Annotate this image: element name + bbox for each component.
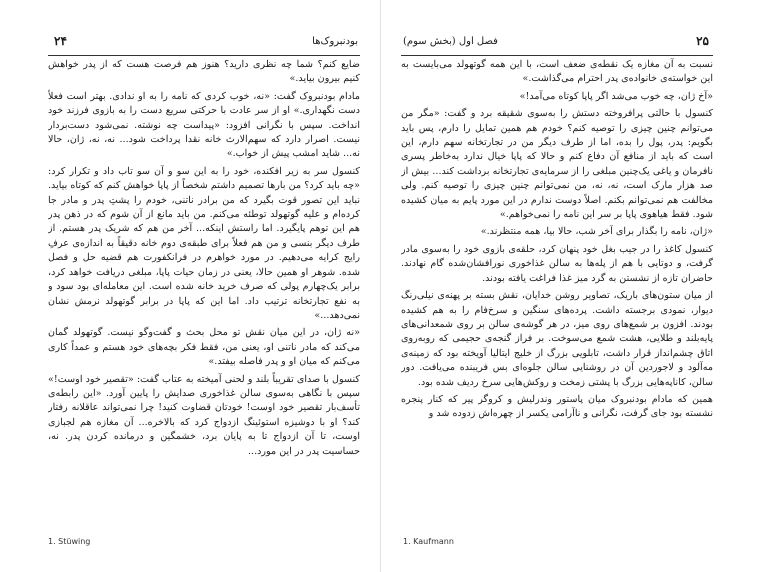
page-body (401, 58, 713, 502)
paragraph: «نه ژان، در این میان نقش تو محل بحث و گفت‌وگو نیست. گوتهولد گمان می‌کند که مادر ناتنی او، یعنی من، فقط فکر بچه‌های خود هستم و عمداً کاری می‌کنم که میان او و پدر فاصله بیفتد.» (48, 327, 360, 368)
page-header (403, 36, 709, 52)
page-number: ۲۵ (696, 34, 709, 48)
paragraph: از میان ستون‌های باریک، تصاویر روشن خدایان، نقش بسته بر پهنه‌ی نیلی‌رنگ دیوار، نمودی برجسته داشت. پرده‌های سنگین و سرخ‌فام را به هم کشیده بودند. افزون بر شمع‌های روی میز، در هر گوشه‌ی سالن بر روی شمعدانی‌های پایه‌بلند و طلایی، هشت شمع می‌سوخت. بر فراز گنجه‌ی حجیمی که روبه‌روی اتاق چشم‌انداز قرار داشت، تابلویی بزرگ از خلیج ایتالیا آویخته بود که زمینه‌ی مه‌آلود و لاجوردین آن در روشنایی سالن جلوه‌ای بس فریبنده می‌یافت. دور سالن، کاناپه‌هایی بزرگ با پشتی زمخت و روکش‌هایی سرخ ردیف شده بود. (401, 290, 713, 388)
page-body (48, 58, 360, 502)
paragraph: «ژان، نامه را بگذار برای آخر شب، حالا بیا، همه منتظرند.» (480, 226, 713, 238)
header-rule (48, 55, 360, 56)
paragraph: کنسول سر به زیر افکنده، خود را به این سو و آن سو تاب داد و تکرار کرد: «چه باید کرد؟ من بارها تصمیم داشتم شخصاً از پاپا خواهش کنم که کوتاه بیاید. نباید این تصور قوت بگیرد که من برادر ناتنی، خودم را پشتِ پدر و مادر جا کرده‌ام و علیه گوتهولد توطئه می‌کنم. من باید مانع از آن شوم که در ذهن پدر هم این توهم پایگیرد. اما راستش اینکه... آخر من هم که شریک پدر هستم. از طرف دیگر بنسی و من هم فعلاً برای طبقه‌ی دوم خانه دقیقاً به اندازه‌ی عرفِ رایج کرایه می‌دهیم. در مورد خواهرم در فرانکفورت هم قضیه حل و فصل شده. شوهر او همین حالا، یعنی در زمان حیات پاپا، مبلغی دریافت خواهد کرد، برابر یک‌چهارم پولی که صرف خرید خانه شده است. این معامله‌ای بود سود و به نفع تجارتخانه ترتیب داد. اما این که پاپا در برابر گوتهولد نرمش نشان نمی‌دهد...» (48, 165, 360, 321)
page-header (54, 36, 358, 52)
right-page (381, 0, 763, 572)
paragraph: کنسول کاغذ را در جیب بغل خود پنهان کرد، حلقه‌ی بازوی خود را به‌سوی مادر گرفت، و دوتایی با هم از پله‌ها به سالن غذاخوری نورافشان‌شده گام نهادند. حاضران تازه از نشستن به گرد میز غذا فراغت یافته بودند. (401, 243, 713, 284)
paragraph: «آخ ژان، چه خوب می‌شد اگر پاپا کوتاه می‌آمد!» (519, 90, 713, 102)
header-rule (401, 55, 713, 56)
running-title: بودنبروک‌ها (312, 36, 358, 47)
paragraph: همین که مادام بودنبروک میان پاستور وندرلیش و کروگر پیر که کنار پنجره نشسته بود جای گرفت، نگرانی و ناآرامی یکسر از چهره‌اش زدوده شد و (401, 393, 713, 420)
footnote: 1. Stüwing (48, 537, 91, 546)
left-page (0, 0, 381, 572)
paragraph: کنسول با صدای تقریباً بلند و لحنی آمیخته به عتاب گفت: «تقصیر خود اوست!» سپس با نگاهی به‌سوی سالن غذاخوری صدایش را پایین آورد. «این رابطه‌ی تأسف‌بار تقصیر خود اوست! خودتان قضاوت کنید! چرا نمی‌تواند عاقلانه رفتار کند؟ او با دوشیزه استوئینگ ازدواج کرد که بالاخره... آن مغازه هم لجبازی اوست، تا آن ازدواج تا به پایان برد، خشمگین و درمانده کردن پدر. نه، حساسیت پدر در این مورد... (48, 373, 360, 457)
paragraph: مادام بودنبروک گفت: «نه، خوب کردی که نامه را به او ندادی. بهتر است فعلاً دست نگهداری.» او از سر عادت با حرکتی سریع دست را به بازوی فرزند خود انداخت. سپس با نگرانی افزود: «پیداست چه نوشته. نمی‌شود دست‌بردار نیست. اصرار دارد که سهم‌الارث خانه نقدا پرداخت شود... نه، نه، ژان، حالا نه... شاید امشب پیش از خواب.» (48, 90, 360, 160)
paragraph: ضایع کنم؟ شما چه نظری دارید؟ هنوز هم فرصت هست که از پدر خواهش کنیم بیرون بیاید.» (48, 59, 360, 85)
page-number: ۲۴ (54, 34, 67, 48)
paragraph: کنسول با حالتی پرافروخته دستش را به‌سوی شقیقه برد و گفت: «مگر من می‌توانم چنین چیزی را توصیه کنم؟ خودم هم همین تمایل را دارم، پس باید بگویم: پدر، پول را بده، اما از طرف دیگر من در تجارتخانه سهم دارم، این است که باید از منافع آن دفاع کنم و حالا که پاپا خیال ندارد به‌خاطر پسری نافرمان و یاغی یک‌چنین مبلغی را از سرمایه‌ی تجارتخانه برداشت کند... بیش از صد هزار مارک است، نه، نه، من نمی‌توانم چنین چیزی را توصیه کنم. ولی مخالفت هم نمی‌توانم بکنم. اصلاً دوست ندارم در این مورد پایم به میان کشیده شود. فقط هیاهوی پاپا بر سر این نامه را نمی‌خواهم.» (401, 108, 713, 221)
paragraph: نسبت به آن مغازه یک نقطه‌ی ضعف است، با این همه گوتهولد می‌بایست به این خواسته‌ی خانواده‌ی پدر احترام می‌گذاشت.» (401, 59, 713, 85)
footnote: 1. Kaufmann (403, 537, 454, 546)
running-title: فصل اول (بخش سوم) (403, 36, 498, 47)
